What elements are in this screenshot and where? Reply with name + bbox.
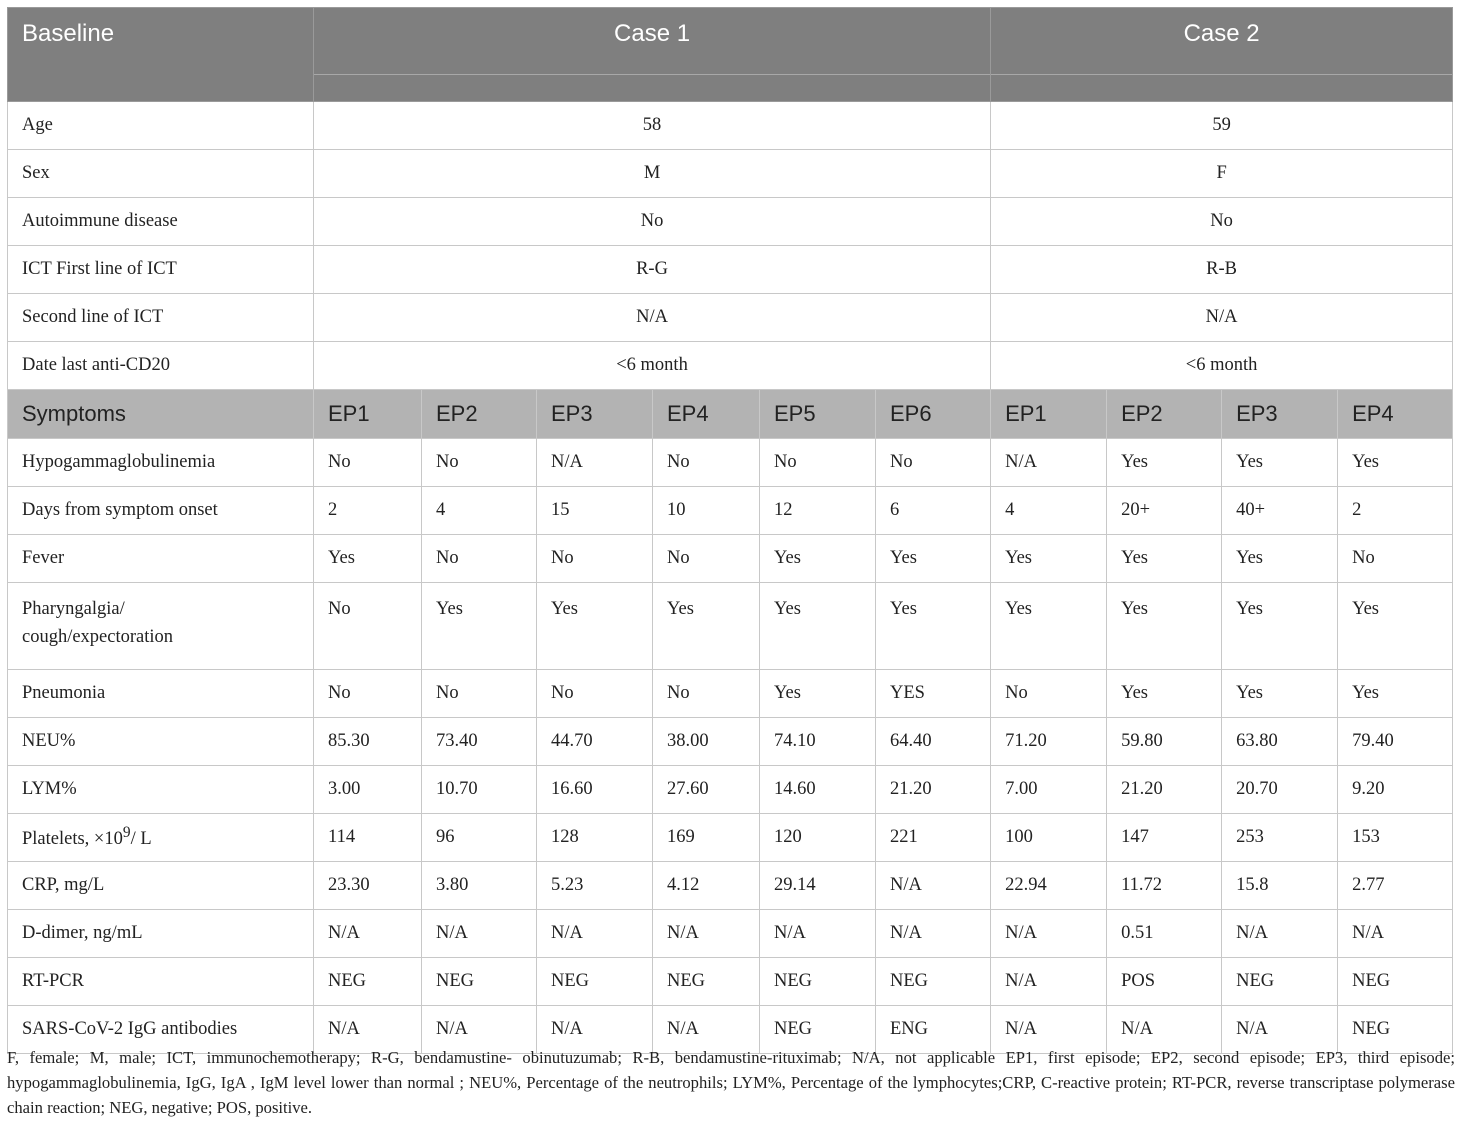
table-cell: 4 (991, 487, 1107, 535)
row-label: Second line of ICT (8, 294, 314, 342)
table-cell: N/A (991, 910, 1107, 958)
symptom-row (8, 718, 1453, 766)
table-cell: Yes (876, 583, 991, 670)
row-label: LYM% (8, 766, 314, 814)
table-cell: NEG (653, 958, 760, 1006)
table-cell: N/A (422, 1006, 537, 1054)
row-label: Autoimmune disease (8, 198, 314, 246)
table-cell: 21.20 (1107, 766, 1222, 814)
table-cell: Yes (1107, 535, 1222, 583)
table-cell: Yes (1222, 670, 1338, 718)
symptom-row (8, 583, 1453, 670)
table-cell: YES (876, 670, 991, 718)
episode-header: EP1 (991, 390, 1107, 439)
symptom-row (8, 814, 1453, 862)
table-cell: 38.00 (653, 718, 760, 766)
case1-value: No (314, 198, 991, 246)
symptom-row (8, 487, 1453, 535)
table-cell: N/A (1222, 910, 1338, 958)
symptom-row (8, 535, 1453, 583)
table-cell: NEG (760, 958, 876, 1006)
table-cell: 253 (1222, 814, 1338, 862)
episode-header: EP5 (760, 390, 876, 439)
row-label: Fever (8, 535, 314, 583)
symptom-row (8, 439, 1453, 487)
table-body (8, 8, 1453, 1054)
case1-value: 58 (314, 102, 991, 150)
row-label (8, 583, 314, 670)
table-cell: Yes (876, 535, 991, 583)
symptom-row (8, 670, 1453, 718)
symptom-row (8, 862, 1453, 910)
row-label: Pneumonia (8, 670, 314, 718)
table-cell: N/A (314, 910, 422, 958)
episode-header: EP1 (314, 390, 422, 439)
case2-value: R-B (991, 246, 1453, 294)
table-cell: 85.30 (314, 718, 422, 766)
table-cell: Yes (537, 583, 653, 670)
baseline-row (8, 150, 1453, 198)
table-cell: POS (1107, 958, 1222, 1006)
baseline-row (8, 246, 1453, 294)
table-cell: Yes (1338, 583, 1453, 670)
table-cell: No (422, 670, 537, 718)
episode-header: EP4 (653, 390, 760, 439)
row-label: SARS-CoV-2 IgG antibodies (8, 1006, 314, 1054)
case1-header (314, 8, 991, 102)
row-label: ICT First line of ICT (8, 246, 314, 294)
row-label: Days from symptom onset (8, 487, 314, 535)
baseline-row (8, 198, 1453, 246)
case1-value: <6 month (314, 342, 991, 390)
table-cell: Yes (760, 583, 876, 670)
table-cell: Yes (1222, 439, 1338, 487)
row-label-text: Platelets, ×10 (22, 829, 123, 850)
table-cell: 14.60 (760, 766, 876, 814)
baseline-row (8, 294, 1453, 342)
row-label (8, 814, 314, 862)
table-cell: Yes (1107, 583, 1222, 670)
table-cell: NEG (537, 958, 653, 1006)
table-cell: No (876, 439, 991, 487)
table-cell: Yes (314, 535, 422, 583)
row-label-superscript: 9 (122, 824, 131, 842)
table-cell: NEG (876, 958, 991, 1006)
case2-header-label: Case 2 (1183, 20, 1260, 47)
baseline-row (8, 102, 1453, 150)
table-cell: NEG (1338, 1006, 1453, 1054)
symptoms-header: Symptoms (8, 390, 314, 439)
table-cell: Yes (760, 670, 876, 718)
table-cell: 4 (422, 487, 537, 535)
table-cell: 74.10 (760, 718, 876, 766)
case2-value: 59 (991, 102, 1453, 150)
table-cell: 11.72 (1107, 862, 1222, 910)
table-cell: 4.12 (653, 862, 760, 910)
table-cell: N/A (1222, 1006, 1338, 1054)
row-label: D-dimer, ng/mL (8, 910, 314, 958)
table-cell: N/A (991, 958, 1107, 1006)
table-cell: No (422, 439, 537, 487)
data-table (7, 7, 1453, 1054)
row-label: NEU% (8, 718, 314, 766)
table-cell: N/A (760, 910, 876, 958)
table-cell: 147 (1107, 814, 1222, 862)
table-cell: 64.40 (876, 718, 991, 766)
table-cell: 128 (537, 814, 653, 862)
table-cell: 96 (422, 814, 537, 862)
table-cell: No (422, 535, 537, 583)
table-cell: 221 (876, 814, 991, 862)
table-cell: 40+ (1222, 487, 1338, 535)
table-cell: Yes (991, 583, 1107, 670)
table-cell: No (314, 583, 422, 670)
table-cell: N/A (537, 1006, 653, 1054)
table-cell: Yes (991, 535, 1107, 583)
symptom-row (8, 910, 1453, 958)
table-cell: N/A (314, 1006, 422, 1054)
table-cell: N/A (1338, 910, 1453, 958)
row-label: Age (8, 102, 314, 150)
table-cell: 9.20 (1338, 766, 1453, 814)
episode-header: EP6 (876, 390, 991, 439)
case2-header (991, 8, 1453, 102)
table-cell: 23.30 (314, 862, 422, 910)
table-cell: 3.80 (422, 862, 537, 910)
episode-header: EP3 (1222, 390, 1338, 439)
table-cell: 20.70 (1222, 766, 1338, 814)
table-cell: 0.51 (1107, 910, 1222, 958)
episode-header: EP3 (537, 390, 653, 439)
episode-header: EP2 (422, 390, 537, 439)
table-cell: 6 (876, 487, 991, 535)
table-cell: No (1338, 535, 1453, 583)
table-cell: 120 (760, 814, 876, 862)
table-cell: Yes (422, 583, 537, 670)
table-cell: No (537, 670, 653, 718)
case1-value: R-G (314, 246, 991, 294)
table-cell: 20+ (1107, 487, 1222, 535)
header-divider (314, 74, 990, 75)
table-cell: 2 (314, 487, 422, 535)
header-divider (991, 74, 1452, 75)
table-cell: 71.20 (991, 718, 1107, 766)
episode-header: EP2 (1107, 390, 1222, 439)
table-cell: No (653, 670, 760, 718)
table-cell: NEG (422, 958, 537, 1006)
table-cell: Yes (1222, 535, 1338, 583)
case2-value: F (991, 150, 1453, 198)
table-cell: 59.80 (1107, 718, 1222, 766)
table-cell: N/A (876, 910, 991, 958)
table-cell: NEG (314, 958, 422, 1006)
case1-value: M (314, 150, 991, 198)
table-cell: 29.14 (760, 862, 876, 910)
table-footnote: F, female; M, male; ICT, immunochemotherapy; R-G, bendamustine- obinutuzumab; R-B, bendamustine-rituximab; N/A, not applicable EP1, first episode; EP2, second episode; EP3, third episode; hypogammaglobulinemia, IgG, IgA , IgM level lower than normal ; NEU%, Percentage of the neutrophils; LYM%, Percentage of the lymphocytes;CRP, C-reactive protein; RT-PCR, reverse transcriptase polymerase chain reaction; NEG, negative; POS, positive. (7, 1048, 1455, 1117)
table-cell: N/A (422, 910, 537, 958)
table-cell: No (653, 535, 760, 583)
baseline-row (8, 342, 1453, 390)
table-cell: N/A (653, 910, 760, 958)
table-cell: 7.00 (991, 766, 1107, 814)
table-cell: N/A (876, 862, 991, 910)
table-cell: 100 (991, 814, 1107, 862)
table-cell: 10.70 (422, 766, 537, 814)
table-cell: N/A (653, 1006, 760, 1054)
table-cell: No (314, 670, 422, 718)
episode-header: EP4 (1338, 390, 1453, 439)
table-cell: 22.94 (991, 862, 1107, 910)
table-cell: Yes (1107, 670, 1222, 718)
table-cell: No (653, 439, 760, 487)
table-cell: No (314, 439, 422, 487)
table-cell: 16.60 (537, 766, 653, 814)
table-cell: Yes (1338, 670, 1453, 718)
table-cell: 2 (1338, 487, 1453, 535)
table-cell: N/A (991, 1006, 1107, 1054)
table-cell: 15.8 (1222, 862, 1338, 910)
table-cell: Yes (760, 535, 876, 583)
table-cell: No (991, 670, 1107, 718)
row-label: CRP, mg/L (8, 862, 314, 910)
table-cell: 2.77 (1338, 862, 1453, 910)
table-cell: 12 (760, 487, 876, 535)
table-cell: Yes (653, 583, 760, 670)
case2-value: <6 month (991, 342, 1453, 390)
table-cell: 15 (537, 487, 653, 535)
row-label: Sex (8, 150, 314, 198)
case2-value: N/A (991, 294, 1453, 342)
case2-value: No (991, 198, 1453, 246)
table-cell: N/A (537, 439, 653, 487)
row-label-line: Pharyngalgia/ (22, 599, 125, 619)
symptom-row (8, 958, 1453, 1006)
table-cell: Yes (1222, 583, 1338, 670)
table-cell: 44.70 (537, 718, 653, 766)
case1-value: N/A (314, 294, 991, 342)
table-cell: No (537, 535, 653, 583)
table-cell: 3.00 (314, 766, 422, 814)
table-cell: 114 (314, 814, 422, 862)
table-cell: 79.40 (1338, 718, 1453, 766)
case1-header-label: Case 1 (614, 20, 691, 47)
row-label: Hypogammaglobulinemia (8, 439, 314, 487)
table-cell: 10 (653, 487, 760, 535)
symptom-row (8, 766, 1453, 814)
baseline-header: Baseline (8, 8, 314, 102)
table-cell: Yes (1338, 439, 1453, 487)
table-cell: 21.20 (876, 766, 991, 814)
table-cell: N/A (991, 439, 1107, 487)
table-cell: 5.23 (537, 862, 653, 910)
table-cell: 73.40 (422, 718, 537, 766)
table-cell: NEG (1222, 958, 1338, 1006)
row-label: RT-PCR (8, 958, 314, 1006)
table-cell: N/A (537, 910, 653, 958)
table-cell: 153 (1338, 814, 1453, 862)
table-cell: 169 (653, 814, 760, 862)
table-cell: 63.80 (1222, 718, 1338, 766)
row-label-unit: / L (130, 829, 152, 850)
row-label-line: cough/expectoration (22, 627, 174, 647)
table-cell: NEG (760, 1006, 876, 1054)
table-cell: ENG (876, 1006, 991, 1054)
table-cell: Yes (1107, 439, 1222, 487)
table-header-row (8, 8, 1453, 102)
table-cell: 27.60 (653, 766, 760, 814)
row-label: Date last anti-CD20 (8, 342, 314, 390)
table-cell: NEG (1338, 958, 1453, 1006)
table-cell: N/A (1107, 1006, 1222, 1054)
symptoms-header-row (8, 390, 1453, 439)
table-cell: No (760, 439, 876, 487)
